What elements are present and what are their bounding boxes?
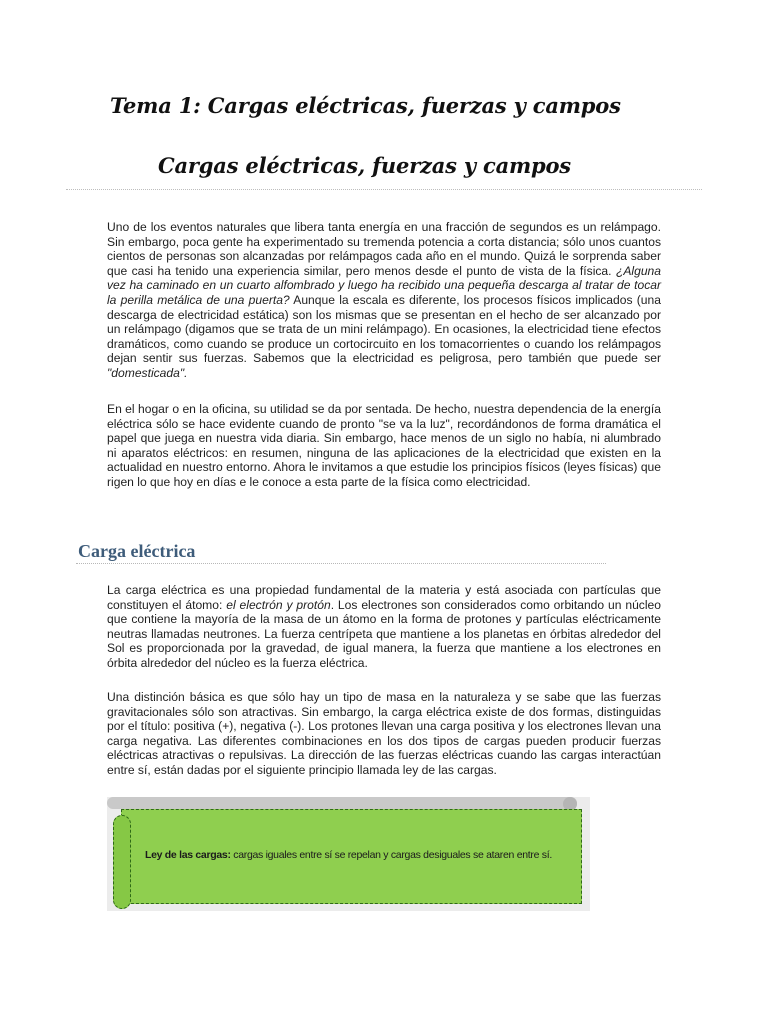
- banner-label: Ley de las cargas:: [145, 849, 231, 861]
- section-emphasis: el electrón y protón: [226, 597, 331, 612]
- section-paragraph-2: Una distinción básica es que sólo hay un tipo de masa en la naturaleza y se sabe que las fuerzas gravitacionales sólo son atractivas. Sin embargo, la carga eléctrica existe de dos formas, distinguidas por el título: positiva (+), negativa (-). Los protones llevan una carga positiva y los electrones llevan una carga negativa. Las diferentes combinaciones en los dos tipos de cargas pueden producir fuerzas eléctricas atractivas o repulsivas. La dirección de las fuerzas eléctricas cuando las cargas interactúan entre sí, están dadas por el siguiente principio llamada ley de las cargas.: [107, 690, 661, 777]
- law-of-charges-banner: [107, 797, 590, 911]
- section-divider: [76, 563, 606, 564]
- intro-question: ¿Alguna vez ha caminado en un cuarto alfombrado y luego ha recibido una pequeña descarga al tratar de tocar la perilla metálica de una puerta?: [107, 263, 661, 307]
- banner-statement: cargas iguales entre sí se repelan y cargas desiguales se ataren entre sí.: [230, 849, 552, 861]
- banner-scroll-top: [107, 797, 577, 809]
- title-divider: [66, 189, 702, 190]
- section-text-a: La carga eléctrica es una propiedad fundamental de la materia y está asociada con partículas que constituyen el átomo:: [107, 583, 661, 612]
- section-paragraph-1: [107, 583, 661, 671]
- banner-scroll-roll: [113, 815, 131, 909]
- section-heading: Carga eléctrica: [78, 541, 196, 561]
- section-text-b: . Los electrones son considerados como orbitando un núcleo que contiene la mayoría de la masa de un átomo en la forma de protones y partículas eléctricamente neutras llamadas neutrones. La fuerza centrípeta que mantiene a los planetas en órbitas alrededor del Sol es proporcionada por la gravedad, de igual manera, la fuerza que mantiene a los electrones en órbita alrededor del núcleo es la fuerza eléctrica.: [107, 597, 661, 670]
- document-subtitle: Cargas eléctricas, fuerzas y campos: [158, 153, 571, 178]
- intro-paragraph-1: [107, 220, 661, 381]
- intro-quote: "domesticada".: [107, 365, 188, 380]
- intro-text-b: Aunque la escala es diferente, los procesos físicos implicados (una descarga de electricidad estática) son los mismas que se presentan en el hecho de ser alcanzado por un relámpago (digamos que se trata de un mini relámpago). En ocasiones, la electricidad tiene efectos dramáticos, como cuando se produce un cortocircuito en los tomacorrientes o cuando los relámpagos dejan sentir sus fuerzas. Sabemos que la electricidad es peligrosa, pero también que puede ser: [107, 292, 661, 366]
- intro-text-a: Uno de los eventos naturales que libera tanta energía en una fracción de segundos es un relámpago. Sin embargo, poca gente ha experimentado su tremenda potencia a corta distancia; sólo unos cuantos cientos de personas son alcanzadas por relámpagos cada año en el mundo. Quizá le sorprenda saber que casi ha tenido una experiencia similar, pero menos desde el punto de vista de la física.: [107, 220, 661, 278]
- intro-paragraph-2: En el hogar o en la oficina, su utilidad se da por sentada. De hecho, nuestra dependencia de la energía eléctrica sólo se hace evidente cuando de pronto "se va la luz", recordándonos de forma dramática el papel que juega en nuestra vida diaria. Sin embargo, hace menos de un siglo no había, ni alumbrado ni aparatos eléctricos: en resumen, ninguna de las aplicaciones de la electricidad que existen en la actualidad en nuestro entorno. Ahora le invitamos a que estudie los principios físicos (leyes físicas) que rigen lo que hoy en días e le conoce a esta parte de la física como electricidad.: [107, 402, 661, 489]
- document-title: Tema 1: Cargas eléctricas, fuerzas y campos: [110, 93, 621, 118]
- banner-text: [145, 849, 565, 861]
